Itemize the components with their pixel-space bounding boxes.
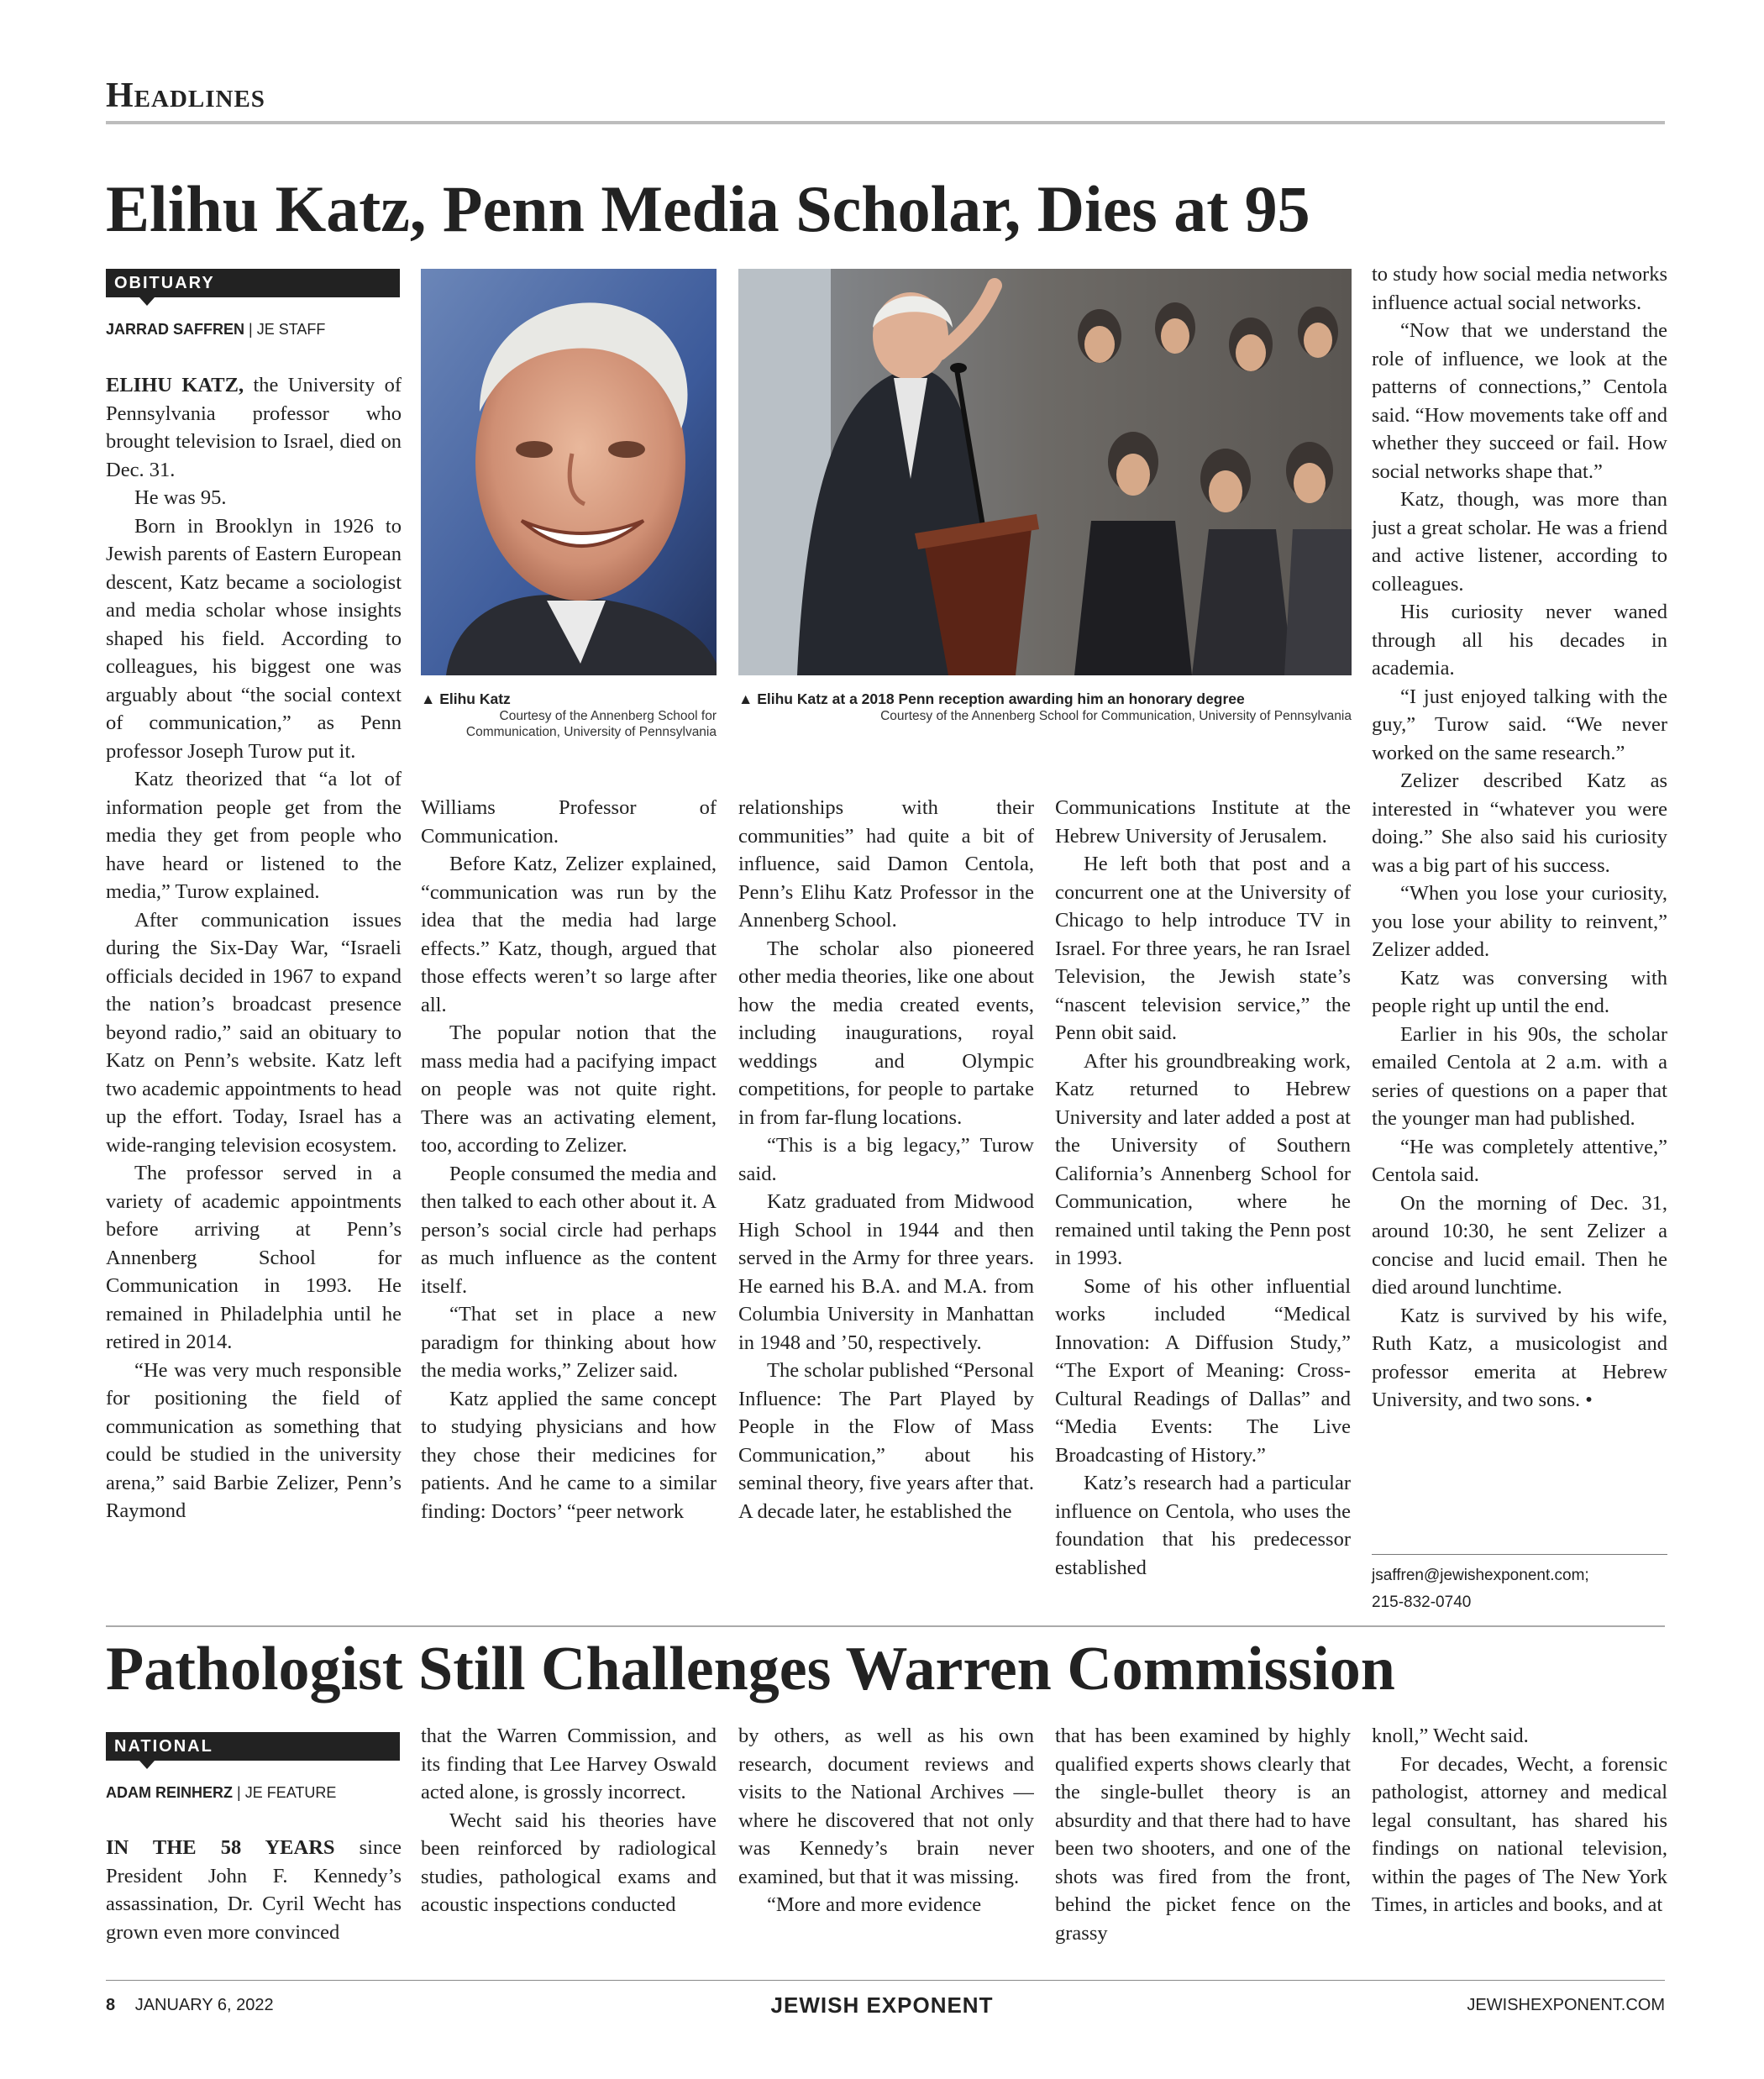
reception-photo — [738, 269, 1352, 675]
paragraph: The scholar also pioneered other media theories, like one about how the media created events, including inaugurations, royal weddings and Olympic competitions, for people to partake in from far-flung locations. — [738, 937, 1034, 1129]
paragraph: Katz theorized that “a lot of information people get from the media they get from people who have heard or listened to the media,” Turow explained. — [106, 768, 402, 903]
paragraph: since President John F. Kennedy’s assassination, Dr. Cyril Wecht has grown even more convinced — [106, 1836, 402, 1944]
article2-column-2 — [421, 1722, 717, 1950]
article1-byline — [106, 321, 325, 339]
reception-caption — [738, 690, 1352, 724]
paragraph: Katz is survived by his wife, Ruth Katz, a musicologist and professor emerita at Hebrew University, and two sons. — [1372, 1304, 1667, 1411]
paragraph: Born in Brooklyn in 1926 to Jewish parents of Eastern European descent, Katz became a sociologist and media scholar whose insights shaped his field. According to colleagues, his biggest one was arguably about “the social context of communication,” as Penn professor Joseph Turow put it. — [106, 514, 402, 763]
page-number: 8 — [106, 1996, 116, 2014]
paragraph: “He was completely attentive,” Centola said. — [1372, 1135, 1667, 1186]
paragraph: The popular notion that the mass media had a pacifying impact on people was not quite right. There was an activating element, too, according to Zelizer. — [421, 1021, 717, 1157]
paragraph: Wecht said his theories have been reinforced by radiological studies, pathological exams and acoustic inspections conducted — [421, 1809, 717, 1916]
paragraph: Katz applied the same concept to studying physicians and how they chose their medicines for patients. And he came to a similar finding: Doctors’ “peer network — [421, 1387, 717, 1523]
contact-rule — [1372, 1554, 1667, 1555]
article2-headline: Pathologist Still Challenges Warren Commission — [106, 1635, 1395, 1704]
lead-in: IN THE 58 YEARS — [106, 1836, 335, 1859]
author-phone: 215-832-0740 — [1372, 1593, 1472, 1611]
paragraph: Katz, though, was more than just a great scholar. He was a friend and active listener, according to colleagues. — [1372, 488, 1667, 596]
article2-category-tag: NATIONAL — [106, 1732, 400, 1761]
paragraph: “That set in place a new paradigm for thinking about how the media works,” Zelizer said. — [421, 1303, 717, 1382]
byline-name: JARRAD SAFFREN — [106, 321, 245, 338]
paragraph: “This is a big legacy,” Turow said. — [738, 1134, 1034, 1185]
byline-role: | JE STAFF — [249, 321, 326, 338]
caption-arrow-icon: ▲ — [738, 690, 753, 707]
article1-column-1 — [106, 371, 402, 1613]
article1-category-tag: OBITUARY — [106, 269, 400, 297]
byline-name: ADAM REINHERZ — [106, 1784, 233, 1801]
paragraph: Communications Institute at the Hebrew University of Jerusalem. — [1055, 796, 1351, 848]
end-mark: • — [1585, 1389, 1593, 1411]
article2-byline — [106, 1784, 336, 1802]
paragraph: He was 95. — [134, 486, 227, 509]
lead-in: ELIHU KATZ, — [106, 374, 244, 396]
caption-title: Elihu Katz at a 2018 Penn reception awarding him an honorary degree — [757, 690, 1245, 707]
paragraph: “I just enjoyed talking with the guy,” Turow said. “We never worked on the same research.” — [1372, 685, 1667, 764]
paragraph: Katz’s research had a particular influence on Centola, who uses the foundation that his predecessor established — [1055, 1472, 1351, 1579]
paragraph: After his groundbreaking work, Katz returned to Hebrew University and later added a post at the University of Southern California’s Annenberg School for Communication, where he remained until taking the Penn post in 1993. — [1055, 1049, 1351, 1269]
paragraph: Williams Professor of Communication. — [421, 796, 717, 848]
paragraph: Some of his other influential works included “Medical Innovation: A Diffusion Study,” “The Export of Meaning: Cross-Cultural Readings of Dallas” and “Media Events: The Live Broadcasting of History.” — [1055, 1274, 1351, 1467]
paragraph: knoll,” Wecht said. — [1372, 1725, 1529, 1747]
paragraph: On the morning of Dec. 31, around 10:30, he sent Zelizer a concise and lucid email. Then he died around lunchtime. — [1372, 1191, 1667, 1299]
article1-column-3 — [738, 794, 1034, 1613]
author-email[interactable]: jsaffren@jewishexponent.com; — [1372, 1567, 1589, 1584]
issue-date: JANUARY 6, 2022 — [134, 1996, 274, 2014]
paragraph: His curiosity never waned through all his decades in academia. — [1372, 601, 1667, 680]
paragraph: Zelizer described Katz as interested in “whatever you were doing.” She also said his curiosity was a big part of his success. — [1372, 769, 1667, 877]
article1-column-4 — [1055, 794, 1351, 1613]
reception-image — [738, 269, 1352, 675]
article-divider — [106, 1625, 1665, 1627]
paragraph: The professor served in a variety of academic appointments before arriving at Penn’s Annenberg School for Communication in 1993. He remained in Philadelphia until he retired in 2014. — [106, 1162, 402, 1353]
paragraph: Katz graduated from Midwood High School in 1944 and then served in the Army for three years. He earned his B.A. and M.A. from Columbia University in Manhattan in 1948 and ’50, respectively. — [738, 1190, 1034, 1354]
paragraph: Before Katz, Zelizer explained, “communication was run by the idea that the media had large effects.” Katz, though, argued that those effects weren’t so large after all. — [421, 853, 717, 1016]
section-header: Headlines — [106, 76, 265, 115]
article2-column-5 — [1372, 1722, 1667, 1950]
article1-column-2 — [421, 794, 717, 1613]
byline-role: | JE FEATURE — [237, 1784, 337, 1801]
paragraph: Katz was conversing with people right up until the end. — [1372, 966, 1667, 1017]
paragraph: relationships with their communities” had quite a bit of influence, said Damon Centola, Penn’s Elihu Katz Professor in the Annenberg School. — [738, 796, 1034, 932]
article2-column-3 — [738, 1722, 1034, 1950]
paragraph: After communication issues during the Six-Day War, “Israeli officials decided in 1967 to expand the nation’s broadcast presence beyond radio,” said an obituary to Katz on Penn’s website. Katz left two academic appointments to head up the effort. Today, Israel has a wide-ranging television ecosystem. — [106, 908, 402, 1157]
paragraph: to study how social media networks influence actual social networks. — [1372, 263, 1667, 314]
article1-headline: Elihu Katz, Penn Media Scholar, Dies at 95 — [106, 172, 1310, 245]
article2-column-1 — [106, 1834, 402, 1951]
paragraph: “Now that we understand the role of influence, we look at the patterns of connections,” Centola said. “How movements take off and whether they succeed or fail. How social networks shape that.” — [1372, 319, 1667, 483]
caption-credit: Courtesy of the Annenberg School for Communication, University of Pennsylvania — [880, 709, 1352, 723]
paragraph: The scholar published “Personal Influence: The Part Played by People in the Flow of Mass Communication,” about his seminal theory, five years after that. A decade later, he established the — [738, 1359, 1034, 1523]
paragraph: the University of Pennsylvania professor who brought television to Israel, died on Dec. 31. — [106, 374, 402, 481]
paragraph: People consumed the media and then talked to each other about it. A person’s social circle had perhaps as much influence as the content itself. — [421, 1162, 717, 1298]
portrait-caption — [421, 690, 717, 740]
paragraph: that the Warren Commission, and its finding that Lee Harvey Oswald acted alone, is grossly incorrect. — [421, 1725, 717, 1803]
caption-credit: Courtesy of the Annenberg School for Communication, University of Pennsylvania — [465, 709, 717, 739]
portrait-photo — [421, 269, 717, 675]
masthead: JEWISH EXPONENT — [770, 1992, 994, 2018]
paragraph: “When you lose your curiosity, you lose your ability to reinvent,” Zelizer added. — [1372, 882, 1667, 961]
author-contact — [1372, 1562, 1589, 1616]
paragraph: “More and more evidence — [767, 1893, 982, 1916]
caption-arrow-icon: ▲ — [421, 690, 436, 707]
paragraph: that has been examined by highly qualified experts shows clearly that the single-bullet theory is an absurdity and that there had to have been two shooters, and one of the shots was fired from the front, behind the picket fence on the grassy — [1055, 1725, 1351, 1945]
article1-column-5 — [1372, 260, 1667, 1537]
paragraph: He left both that post and a concurrent one at the University of Chicago to help introduce TV in Israel. For three years, he ran Israel Television, the Jewish state’s “nascent television service,” the Penn obit said. — [1055, 853, 1351, 1044]
article2-column-4 — [1055, 1722, 1351, 1950]
section-rule — [106, 121, 1665, 124]
paragraph: “He was very much responsible for positioning the field of communication as something that could be studied in the university arena,” said Barbie Zelizer, Penn’s Raymond — [106, 1358, 402, 1522]
portrait-image — [421, 269, 717, 675]
paragraph: For decades, Wecht, a forensic pathologist, attorney and medical legal consultant, has shared his findings on national television, within the pages of The New York Times, in articles and books, and at — [1372, 1752, 1667, 1916]
footer-rule — [106, 1980, 1665, 1981]
paragraph: by others, as well as his own research, document reviews and visits to the National Archives — where he discovered that not only was Kennedy’s brain never examined, but that it was missing. — [738, 1725, 1034, 1888]
paragraph: Earlier in his 90s, the scholar emailed Centola at 2 a.m. with a series of questions on a paper that the younger man had published. — [1372, 1022, 1667, 1130]
website-link[interactable]: JEWISHEXPONENT.COM — [1467, 1996, 1665, 2014]
caption-title: Elihu Katz — [439, 690, 511, 707]
